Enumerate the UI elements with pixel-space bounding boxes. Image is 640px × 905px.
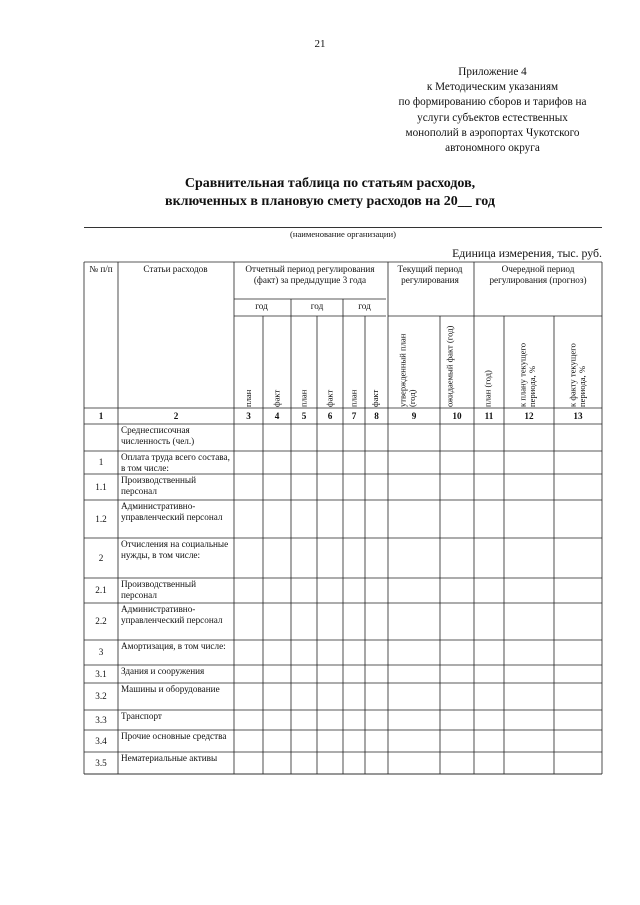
unit-label: Единица измерения, тыс. руб. (452, 246, 602, 260)
header-pct-fact: к факту текущего периода, % (567, 343, 587, 407)
row-number: 1.2 (95, 513, 107, 524)
header-year: год (255, 301, 268, 311)
row-number: 2.2 (95, 616, 107, 626)
row-label: Амортизация, в том числе: (121, 641, 226, 651)
row-label: Производственный персонал (121, 475, 197, 496)
row-number: 3.2 (95, 691, 107, 701)
column-number: 11 (484, 411, 494, 421)
row-label: Административно-управленческий персонал (121, 501, 223, 522)
header-plan: план (348, 389, 359, 407)
column-number: 10 (452, 411, 462, 421)
header-expected-fact: ожидаемый факт (год) (444, 325, 455, 407)
row-number: 3.1 (95, 668, 107, 679)
row-number: 3 (98, 647, 104, 657)
appendix-line: монополий в аэропортах Чукотского (405, 126, 580, 139)
column-number: 8 (374, 411, 379, 421)
header-fact: факт (369, 389, 380, 407)
row-label: Среднесписочная численность (чел.) (121, 425, 195, 446)
appendix-line: услуги субъектов естественных (417, 111, 568, 124)
column-number: 4 (274, 411, 280, 421)
header-plan-year: план (год) (482, 370, 493, 407)
row-label: Транспорт (121, 711, 162, 721)
row-label: Отчисления на социальные нужды, в том числе: (121, 539, 229, 560)
header-plan: план (298, 389, 309, 407)
row-number: 3.3 (95, 714, 107, 725)
column-number: 1 (98, 411, 104, 421)
header-year: год (358, 301, 371, 311)
header-year: год (310, 301, 324, 311)
row-label: Здания и сооружения (121, 666, 205, 676)
header-fact: факт (271, 389, 282, 407)
column-number: 5 (301, 411, 307, 421)
header-next-period: Очередной период регулирования (прогноз) (489, 264, 587, 285)
header-fact: факт (324, 389, 335, 407)
column-number: 6 (327, 411, 333, 421)
header-approved-plan: утвержденный план (год) (397, 333, 417, 407)
header-num: № п/п (89, 264, 113, 274)
row-label: Оплата труда всего состава, в том числе: (121, 452, 230, 473)
column-number: 7 (351, 411, 357, 421)
appendix-line: по формированию сборов и тарифов на (398, 96, 587, 109)
row-number: 2.1 (95, 585, 107, 595)
column-number: 2 (173, 411, 179, 421)
row-label: Нематериальные активы (121, 753, 218, 763)
column-number: 3 (246, 411, 251, 421)
header-pct-plan: к плану текущего периода, % (517, 342, 537, 407)
document-title-line: Сравнительная таблица по статьям расходов, (184, 176, 476, 191)
column-number: 9 (411, 411, 417, 421)
header-current-period: Текущий период регулирования (397, 264, 463, 285)
appendix-title: Приложение 4 (458, 66, 527, 78)
page-number: 21 (314, 38, 326, 50)
document-title-line: включенных в плановую смету расходов на 20__ год (165, 194, 495, 209)
row-label: Машины и оборудование (121, 684, 220, 694)
row-number: 3.5 (95, 757, 107, 768)
row-number: 1 (98, 457, 104, 467)
row-number: 2 (98, 552, 104, 563)
header-reported-period: Отчетный период регулирования (факт) за предыдущие 3 года (245, 264, 375, 285)
header-plan: план (242, 389, 253, 407)
organization-caption: (наименование организации) (290, 229, 396, 239)
row-number (84, 424, 118, 451)
row-number: 3.4 (95, 735, 107, 746)
column-number: 13 (573, 411, 583, 421)
appendix-line: автономного округа (445, 142, 540, 155)
header-items: Статьи расходов (143, 264, 208, 274)
column-number: 12 (524, 411, 534, 421)
row-label: Производственный персонал (121, 579, 197, 600)
row-label: Прочие основные средства (121, 731, 227, 741)
row-number: 1.1 (95, 481, 107, 492)
appendix-line: к Методическим указаниям (426, 81, 559, 94)
row-label: Административно-управленческий персонал (121, 604, 223, 625)
